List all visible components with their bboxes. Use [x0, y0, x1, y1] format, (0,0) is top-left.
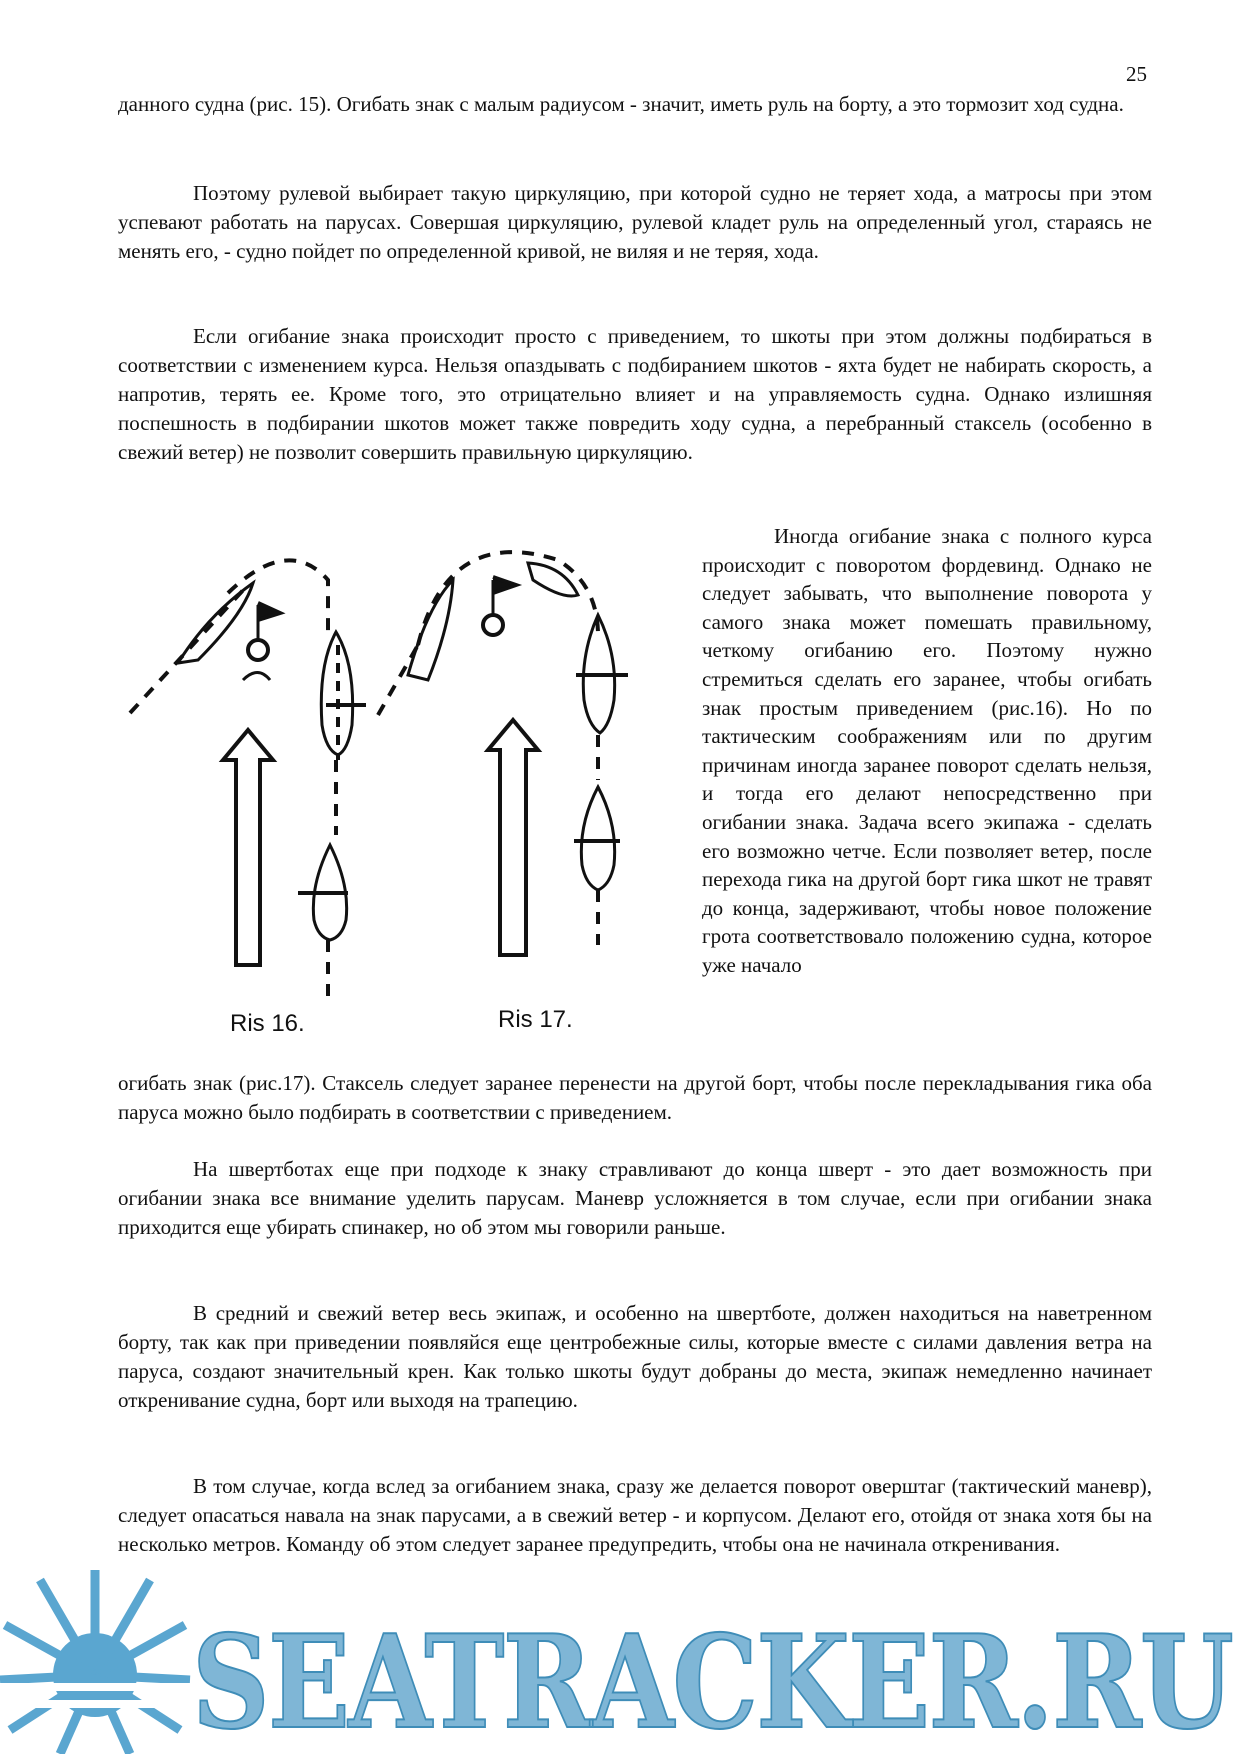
mark-buoy — [248, 640, 268, 660]
mark-flag — [258, 603, 280, 620]
rounding-mark-figure — [118, 545, 678, 1035]
wind-arrow — [223, 730, 273, 965]
paragraph-7: В том случае, когда вслед за огибанием знака, сразу же делается поворот оверштаг (тактический маневр), следует опасаться навала на знак парусами, а в свежий ветер - и корпусом. Делают его, отойдя от знака хотя бы на несколько метров. Команду об этом следует заранее предупредить, чтобы она не начинала откренивания. — [118, 1474, 1152, 1556]
page-number: 25 — [1126, 62, 1147, 86]
paragraph-4-continuation: огибать знак (рис.17). Стаксель следует заранее перенести на другой борт, чтобы после перекладывания гика оба паруса можно было подбирать в соответствии с приведением. — [118, 1071, 1152, 1124]
wind-arrow-17 — [488, 720, 538, 955]
paragraph-3: Если огибание знака происходит просто с приведением, то шкоты при этом должны подбираться в соответствии с изменением курса. Нельзя опаздывать с подбиранием шкотов - яхта будет не набирать скорость, а напротив, терять ее. Кроме того, это отрицательно влияет и на управляемость судна. Однако излишняя поспешность в подбирании шкотов может также повредить ходу судна, а перебранный стаксель (особенно в свежий ветер) не позволит совершить правильную циркуляцию. — [118, 324, 1152, 464]
caption-figure-16: Ris 16. — [230, 1010, 305, 1035]
paragraph-6: В средний и свежий ветер весь экипаж, и особенно на швертботе, должен находиться на наветренном борту, так как при приведении появляйся еще центробежные силы, которые вместе с силами давления ветра на паруса, создают значительный крен. Как только шкоты будут добраны до места, экипаж немедленно начинает откренивание судна, борт или выходя на трапецию. — [118, 1301, 1152, 1412]
paragraph-2: Поэтому рулевой выбирает такую циркуляцию, при которой судно не теряет хода, а матросы при этом успевают работать на парусах. Совершая циркуляцию, рулевой кладет руль на определенный угол, стараясь не менять его, - судно пойдет по определенной кривой, не виляя и не теряя, хода. — [118, 181, 1152, 263]
figure-17-diagram — [378, 552, 628, 955]
boat-lower-17 — [581, 787, 614, 890]
rounding-path — [228, 560, 328, 635]
watermark-text: SEATRACKER.RU — [192, 1608, 1232, 1754]
paragraph-1: данного судна (рис. 15). Огибать знак с малым радиусом - значит, иметь руль на борту, а это тормозит ход судна. — [118, 92, 1124, 116]
boat-heeled — [178, 583, 253, 663]
caption-figure-17: Ris 17. — [498, 1006, 573, 1033]
paragraph-5: На швертботах еще при подходе к знаку стравливают до конца шверт - это дает возможность при огибании знака все внимание уделить парусам. Маневр усложняется в том случае, если при огибании знака приходится еще убирать спинакер, но об этом мы говорили раньше. — [118, 1157, 1152, 1239]
seatracker-watermark — [0, 1565, 1239, 1754]
paragraph-4-wrap: Иногда огибание знака с полного курса происходит с поворотом фордевинд. Однако не следует забывать, что выполнение поворота у самого знака может помешать правильному, четкому огибанию его. Поэтому нужно стремиться сделать его заранее, чтобы огибать знак простым приведением (рис.16). Но по тактическим соображениям или по другим причинам иногда заранее поворот сделать нельзя, и тогда его делают непосредственно при огибании знака. Задача всего экипажа - сделать его возможно четче. Если позволяет ветер, после перехода гика на другой борт гика шкот не травят до конца, задерживают, чтобы новое положение грота соответствовало положению судна, которое уже начало — [702, 524, 1152, 977]
sun-logo-icon — [0, 1570, 195, 1754]
figure-16-diagram — [130, 560, 366, 1000]
boat-on-course — [408, 580, 453, 680]
